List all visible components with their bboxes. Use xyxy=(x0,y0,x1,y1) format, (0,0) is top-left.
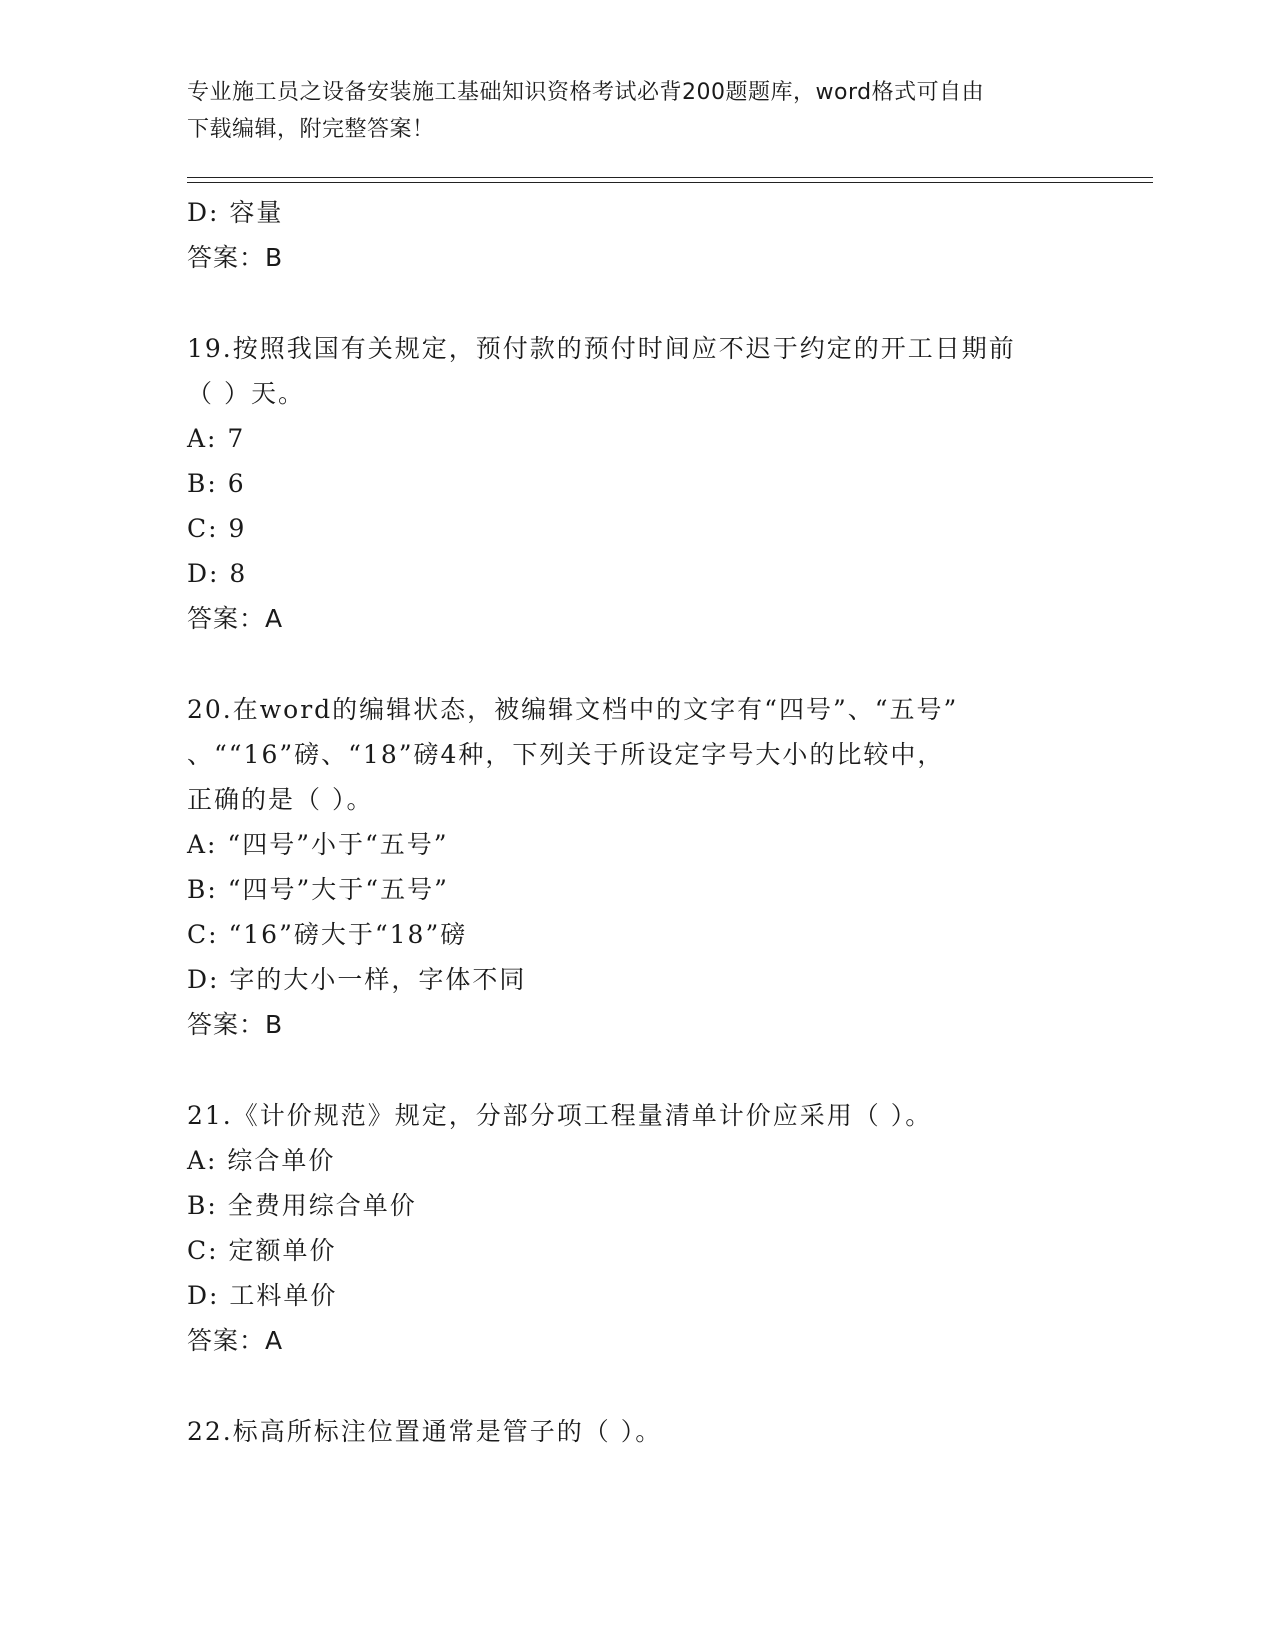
question-19-text-line-1: 19.按照我国有关规定，预付款的预付时间应不迟于约定的开工日期前 xyxy=(187,334,1016,363)
question-18-option-d: D: 容量 xyxy=(187,198,284,227)
question-19-option-b: B: 6 xyxy=(187,469,246,498)
question-19-answer: 答案：A xyxy=(187,604,284,633)
question-20-option-a: A: “四号”小于“五号” xyxy=(187,830,449,859)
question-22-text-line-1: 22.标高所标注位置通常是管子的（ ）。 xyxy=(187,1417,663,1446)
question-21-option-c: C: 定额单价 xyxy=(187,1236,337,1265)
question-21-option-b: B: 全费用综合单价 xyxy=(187,1191,417,1220)
question-20-option-b: B: “四号”大于“五号” xyxy=(187,875,449,904)
question-21-option-a: A: 综合单价 xyxy=(187,1146,336,1175)
question-21-answer: 答案：A xyxy=(187,1326,284,1355)
header-divider-bottom xyxy=(187,182,1153,183)
question-20-text-line-2: 、““16”磅、“18”磅4种，下列关于所设定字号大小的比较中， xyxy=(187,740,945,769)
header-divider-top xyxy=(187,177,1153,178)
question-21 xyxy=(187,1093,1087,1363)
question-19 xyxy=(187,326,1087,641)
document-header xyxy=(187,74,1087,148)
question-19-option-d: D: 8 xyxy=(187,559,248,588)
question-20-answer: 答案：B xyxy=(187,1010,284,1039)
question-19-option-c: C: 9 xyxy=(187,514,247,543)
question-18-answer: 答案：B xyxy=(187,243,284,272)
question-20-option-d: D: 字的大小一样，字体不同 xyxy=(187,965,527,994)
question-20-text-line-1: 20.在word的编辑状态，被编辑文档中的文字有“四号”、“五号” xyxy=(187,695,959,724)
question-19-text-line-2: （ ）天。 xyxy=(187,379,305,408)
question-20-option-c: C: “16”磅大于“18”磅 xyxy=(187,920,468,949)
question-21-text-line-1: 21.《计价规范》规定，分部分项工程量清单计价应采用（ ）。 xyxy=(187,1101,933,1130)
question-22 xyxy=(187,1409,1087,1454)
question-21-option-d: D: 工料单价 xyxy=(187,1281,338,1310)
question-20-text-line-3: 正确的是（ ）。 xyxy=(187,785,374,814)
question-list xyxy=(187,190,1087,1454)
header-title-line-1: 专业施工员之设备安装施工基础知识资格考试必背200题题库，word格式可自由 xyxy=(187,80,985,105)
header-title-line-2: 下载编辑，附完整答案！ xyxy=(187,117,435,142)
question-20 xyxy=(187,687,1087,1047)
question-19-option-a: A: 7 xyxy=(187,424,246,453)
